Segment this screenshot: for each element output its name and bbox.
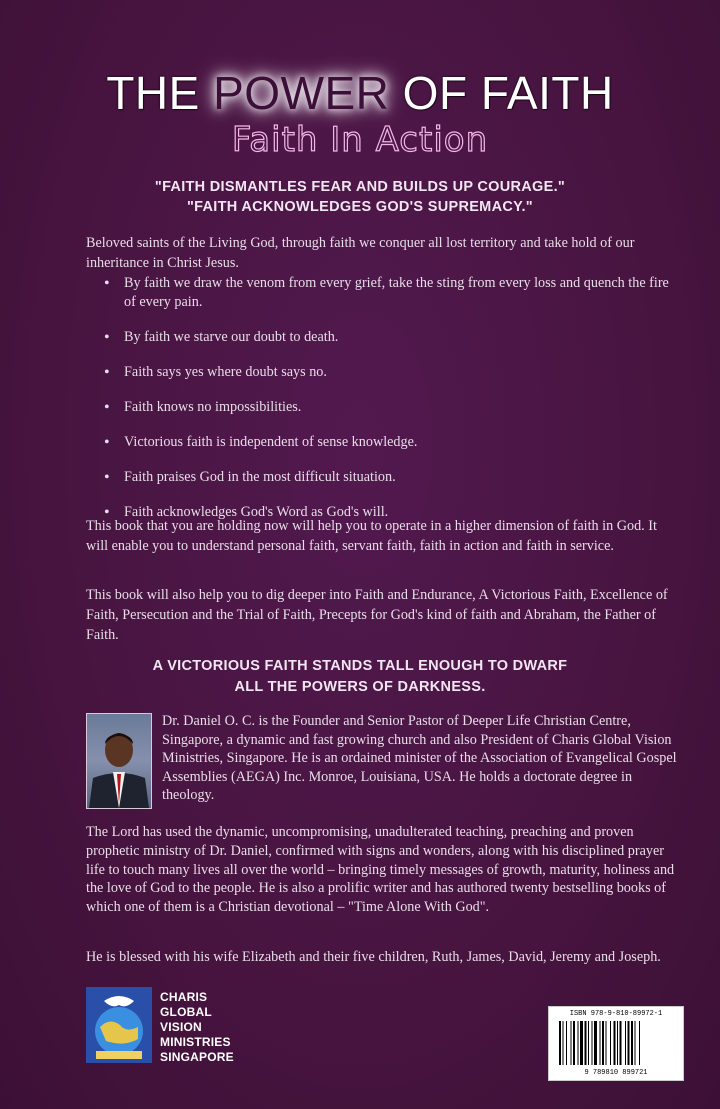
quote-line: "FAITH DISMANTLES FEAR AND BUILDS UP COURAGE." xyxy=(154,179,566,195)
quote-line: "FAITH ACKNOWLEDGES GOD'S SUPREMACY." xyxy=(187,199,533,215)
globe-dove-logo-icon xyxy=(86,987,152,1063)
barcode-icon xyxy=(559,1021,673,1065)
ministry-logo xyxy=(86,987,152,1063)
book-title xyxy=(0,66,720,120)
title-part-1: THE xyxy=(106,67,214,119)
ministry-name-line: VISION xyxy=(160,1020,202,1034)
quotes xyxy=(0,177,720,217)
ministry-name-line: GLOBAL xyxy=(160,1005,212,1019)
author-bio-intro: Dr. Daniel O. C. is the Founder and Senior Pastor of Deeper Life Christian Centre, Singapore, a dynamic and fast growing church and also President of Charis Global Vision Ministries, Singapore. He is an ordained minister of the Association of Evangelical Gospel Assemblies (AEGA) Inc. Monroe, Louisiana, USA. He holds a doctorate degree in theology. xyxy=(162,713,677,804)
bullet-item: • Faith knows no impossibilities. xyxy=(104,398,684,417)
bullet-item: • By faith we draw the venom from every grief, take the sting from every loss and quench the fire of every pain. xyxy=(104,274,684,312)
title-part-2: OF FAITH xyxy=(389,67,614,119)
book-paragraph-2: This book will also help you to dig deeper into Faith and Endurance, A Victorious Faith, Excellence of Faith, Persecution and the Trial of Faith, Precepts for God's kind of faith and Abraham, the Father of Faith. xyxy=(86,587,668,643)
author-bio-ministry: The Lord has used the dynamic, uncompromising, unadulterated teaching, preaching and proven prophetic ministry of Dr. Daniel, confirmed with signs and wonders, along with his disciplined prayer life to touch many lives all over the world – bringing timely messages of growth, maturity, holiness and the love of God to the people. He is also a prolific writer and has authored twenty bestselling books of which one of them is a Christian devotional – "Time Alone With God". xyxy=(86,824,675,916)
author-portrait-icon xyxy=(87,714,151,808)
author-bio-family: He is blessed with his wife Elizabeth and their five children, Ruth, James, David, Jeremy and Joseph. xyxy=(86,949,661,965)
ministry-name xyxy=(160,990,234,1065)
bullet-item: • Faith says yes where doubt says no. xyxy=(104,363,684,382)
callout-quote xyxy=(0,656,720,698)
callout-line: A VICTORIOUS FAITH STANDS TALL ENOUGH TO DWARF xyxy=(152,658,568,674)
book-subtitle: Faith In Action xyxy=(231,120,489,160)
isbn-barcode xyxy=(548,1006,684,1081)
callout-line: ALL THE POWERS OF DARKNESS. xyxy=(234,679,486,695)
ministry-name-line: CHARIS xyxy=(160,990,208,1004)
title-highlight: POWER xyxy=(213,67,390,119)
isbn-label: ISBN 978-9-810-89972-1 xyxy=(569,1010,663,1018)
bullet-item: • Faith praises God in the most difficult situation. xyxy=(104,468,684,487)
intro-paragraph: Beloved saints of the Living God, through faith we conquer all lost territory and take hold of our inheritance in Christ Jesus. xyxy=(86,235,635,271)
isbn-digits: 9 789810 899721 xyxy=(584,1069,648,1077)
author-photo xyxy=(86,713,152,809)
faith-bullet-list xyxy=(104,274,684,522)
bullet-item: • By faith we starve our doubt to death. xyxy=(104,328,684,347)
ministry-name-line: SINGAPORE xyxy=(160,1050,234,1064)
bullet-item: • Victorious faith is independent of sense knowledge. xyxy=(104,433,684,452)
bullet-item: • Faith acknowledges God's Word as God's will. xyxy=(104,503,684,522)
book-paragraph-1: This book that you are holding now will help you to operate in a higher dimension of faith in God. It will enable you to understand personal faith, servant faith, faith in action and faith in service. xyxy=(86,518,657,554)
ministry-name-line: MINISTRIES xyxy=(160,1035,231,1049)
